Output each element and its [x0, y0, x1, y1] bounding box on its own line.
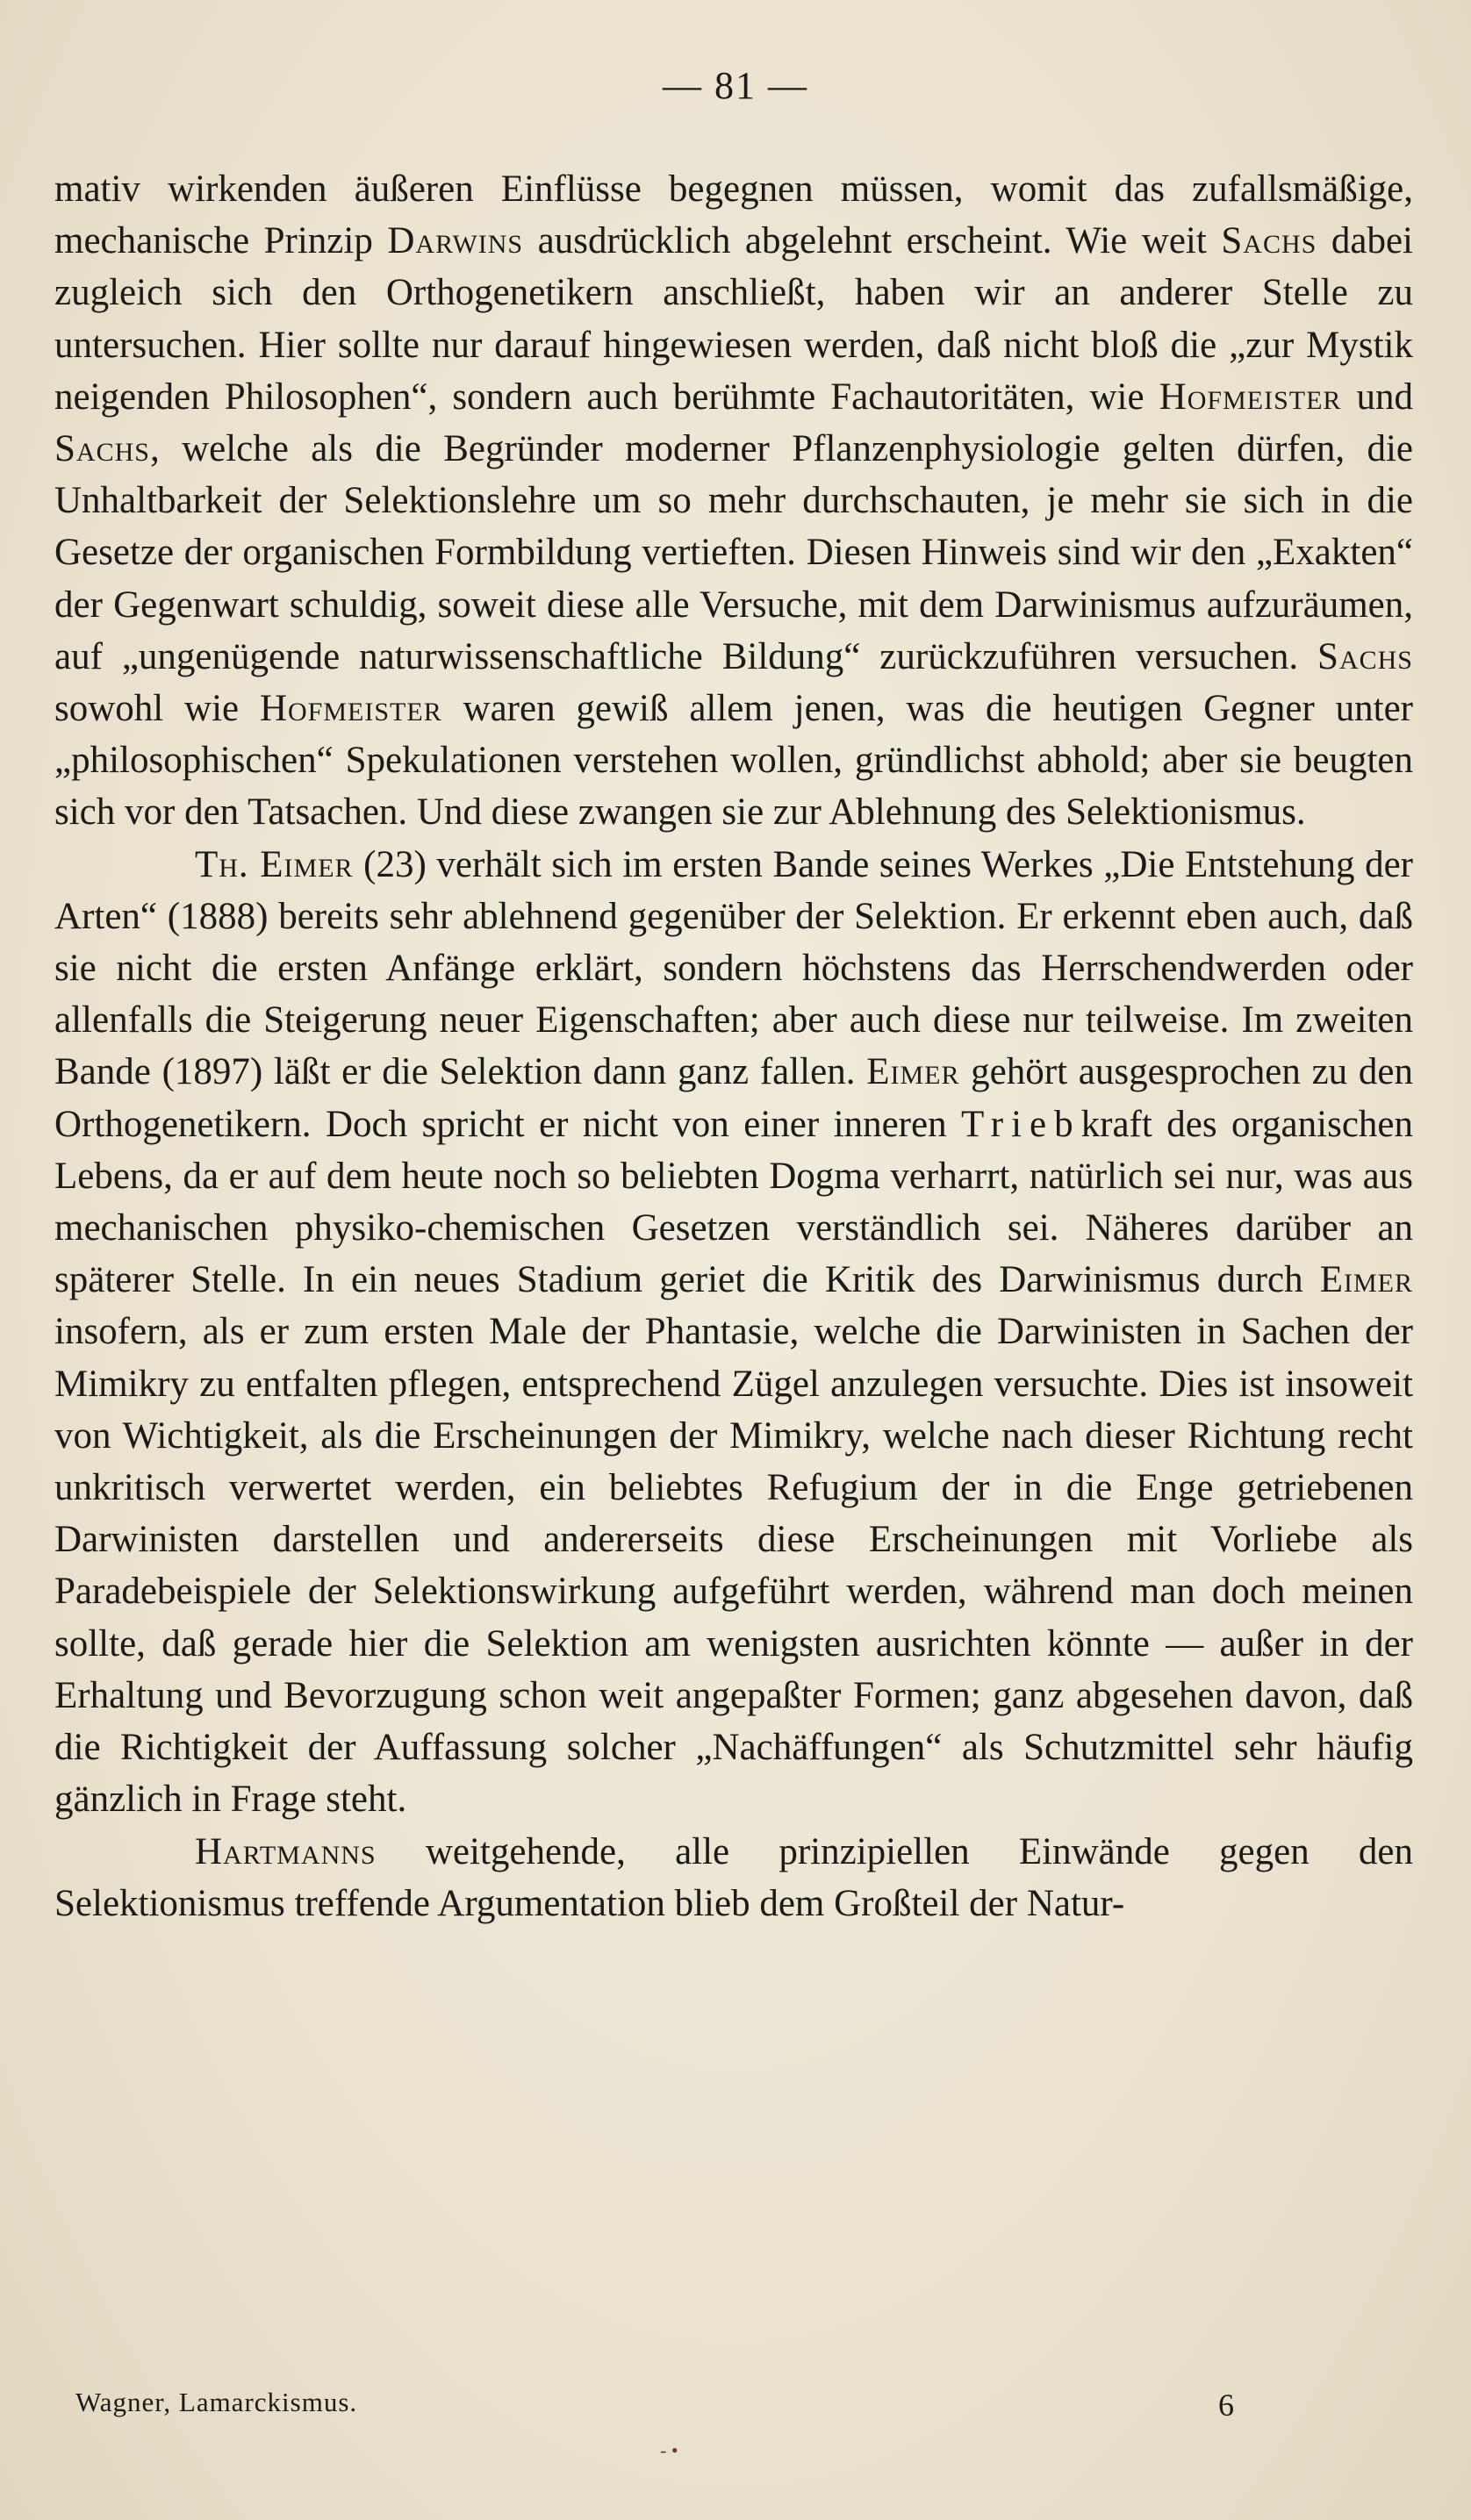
author-name: Hartmanns: [195, 1830, 377, 1872]
author-name: Darwins: [387, 220, 524, 262]
text-run: waren gewiß allem jenen, was die heutigen Gegner unter „philosophischen“ Spekulationen verstehen wollen, gründlichst abhold; aber sie beugten sich vor den Tatsachen. Und diese zwangen sie zur Ablehnung des Selektionismus.: [54, 688, 1413, 834]
author-name: Sachs: [1317, 635, 1413, 677]
emphasis-text: Trieb: [961, 1103, 1081, 1145]
text-run: kraft des organischen Lebens, da er auf dem heute noch so beliebten Dogma verharrt, natürlich sei nur, was aus mechanischen physiko-chemischen Gesetzen verständlich sei. Näheres darüber an späterer Stelle. In ein neues Stadium geriet die Kritik des Darwinismus durch: [54, 1103, 1413, 1301]
author-name: Sachs: [1221, 220, 1317, 262]
author-name: Eimer: [1319, 1259, 1413, 1301]
paragraph: [54, 839, 1413, 1826]
text-run: weitgehende, alle prinzipiellen Einwände gegen den Selektionismus treffende Argumentation blieb dem Großteil der Natur-: [54, 1830, 1413, 1924]
signature-mark: 6: [1218, 2388, 1234, 2423]
page-number: — 81 —: [663, 64, 808, 107]
text-run: mativ wirkenden äußeren Einflüsse begegnen müssen, womit das zufallsmäßige, mechanische Prinzip: [54, 168, 1413, 262]
author-name: Sachs: [54, 428, 150, 470]
running-footer-title: Wagner, Lamarckismus.: [75, 2387, 358, 2417]
text-run: gehört ausgesprochen zu den Orthogenetikern. Doch spricht er nicht von einer inneren: [54, 1051, 1413, 1145]
body-text: [54, 163, 1413, 1929]
text-run: dabei zugleich sich den Orthogenetikern anschließt, haben wir an anderer Stelle zu untersuchen. Hier sollte nur darauf hingewiesen werden, daß nicht bloß die „zur Mystik neigenden Philosophen“, sondern auch berühmte Fachautoritäten, wie: [54, 220, 1413, 418]
page-footer: [75, 2387, 1234, 2423]
paragraph: [54, 1826, 1413, 1929]
author-name: Th. Eimer: [195, 843, 354, 885]
text-run: , welche als die Begründer moderner Pflanzenphysiologie gelten dürfen, die Unhaltbarkeit der Selektionslehre um so mehr durchschauten, je mehr sie sich in die Gesetze der organischen Formbildung vertieften. Diesen Hinweis sind wir den „Exakten“ der Gegenwart schuldig, soweit diese alle Versuche, mit dem Darwinismus aufzuräumen, auf „ungenügende naturwissenschaftliche Bildung“ zurückzuführen versuchen.: [54, 428, 1413, 677]
paragraph: [54, 163, 1413, 839]
author-name: Eimer: [866, 1051, 960, 1093]
author-name: Hofmeister: [1159, 376, 1342, 418]
text-run: sowohl wie: [54, 688, 260, 730]
text-run: und: [1341, 376, 1413, 418]
print-mark: - •: [660, 2439, 678, 2461]
text-run: (23) verhält sich im ersten Bande seines Werkes „Die Entstehung der Arten“ (1888) bereits sehr ablehnend gegenüber der Selektion. Er erkennt eben auch, daß sie nicht die ersten Anfänge erklärt, sondern höchstens das Herrschendwerden oder allenfalls die Steigerung neuer Eigenschaften; aber auch diese nur teilweise. Im zweiten Bande (1897) läßt er die Selektion dann ganz fallen.: [54, 843, 1413, 1093]
text-run: ausdrücklich abgelehnt erscheint. Wie weit: [523, 220, 1222, 262]
text-run: insofern, als er zum ersten Male der Phantasie, welche die Darwinisten in Sachen der Mimikry zu entfalten pflegen, entsprechend Zügel anzulegen versuchte. Dies ist insoweit von Wichtigkeit, als die Erscheinungen der Mimikry, welche nach dieser Richtung recht unkritisch verwertet werden, ein beliebtes Refugium der in die Enge getriebenen Darwinisten darstellen und andererseits diese Erscheinungen mit Vorliebe als Paradebeispiele der Selektionswirkung aufgeführt werden, während man doch meinen sollte, daß gerade hier die Selektion am wenigsten ausrichten könnte — außer in der Erhaltung und Bevorzugung schon weit angepaßter Formen; ganz abgesehen davon, daß die Richtigkeit der Auffassung solcher „Nachäffungen“ als Schutzmittel sehr häufig gänzlich in Frage steht.: [54, 1311, 1413, 1821]
author-name: Hofmeister: [259, 688, 442, 730]
